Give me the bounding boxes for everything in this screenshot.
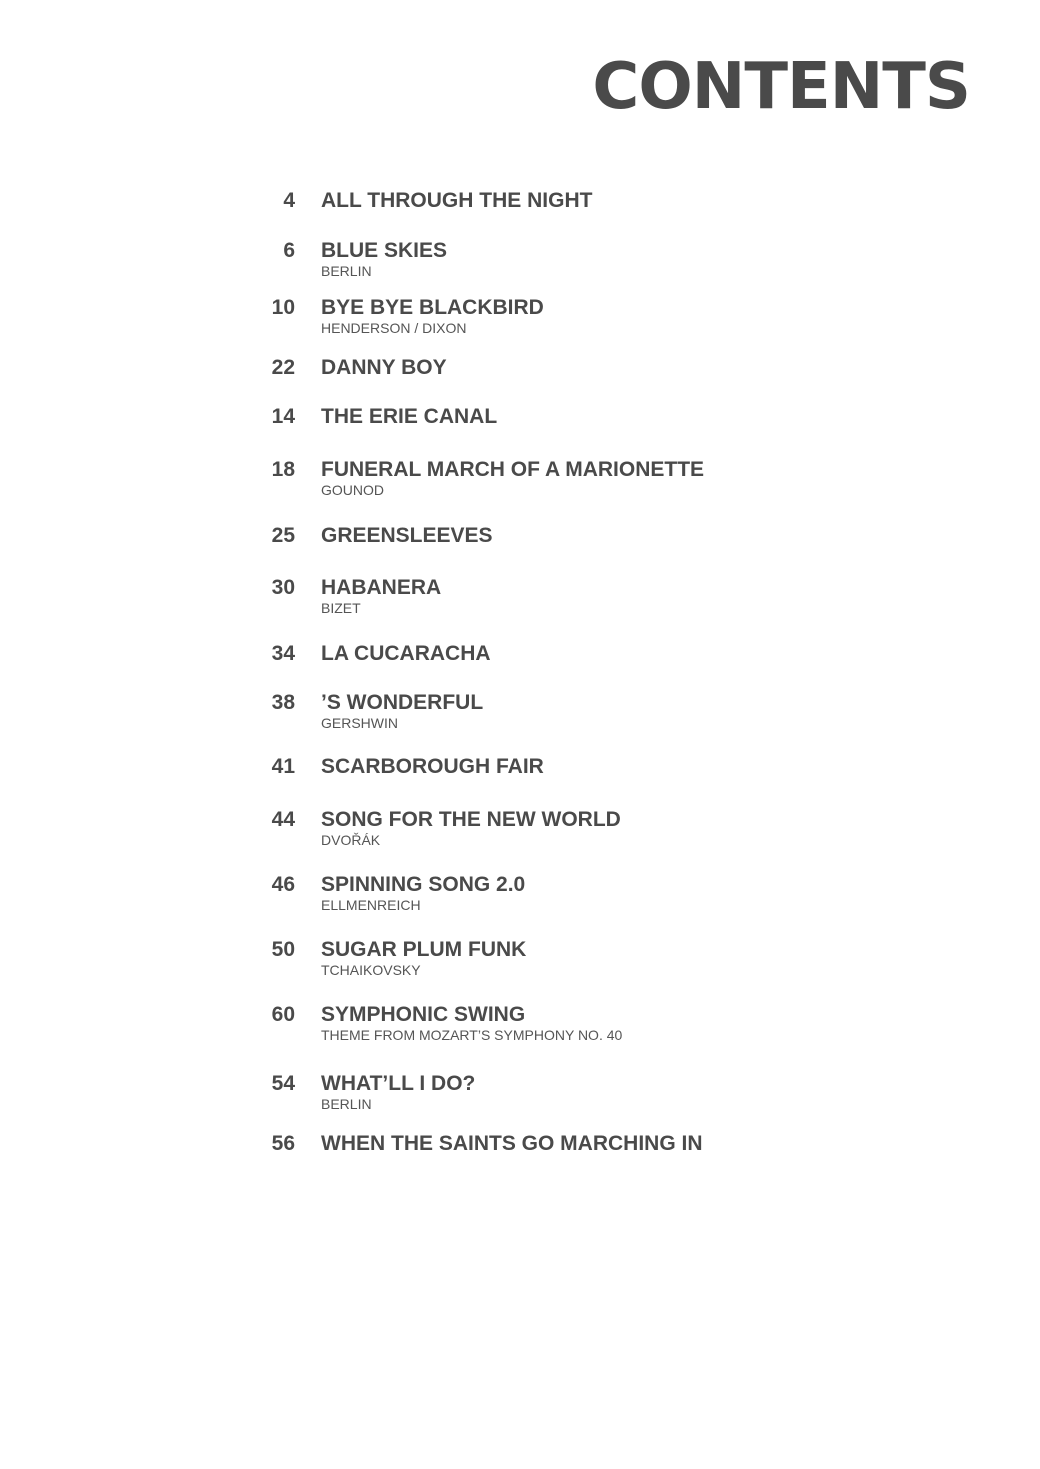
song-title: GREENSLEEVES [321, 524, 493, 547]
composer-name: GOUNOD [321, 482, 384, 498]
composer-name: TCHAIKOVSKY [321, 962, 421, 978]
toc-entry[interactable] [0, 873, 1040, 933]
page-number: 10 [271, 296, 295, 319]
toc-entry[interactable] [0, 755, 1040, 815]
page-number: 38 [271, 691, 295, 714]
toc-entry[interactable] [0, 691, 1040, 751]
composer-name: DVOŘÁK [321, 832, 381, 848]
page-number: 41 [271, 755, 295, 778]
page-number: 56 [271, 1132, 295, 1155]
song-title: SPINNING SONG 2.0 [321, 873, 526, 896]
page-number: 25 [271, 524, 295, 547]
song-title: WHEN THE SAINTS GO MARCHING IN [321, 1132, 703, 1155]
song-title: SCARBOROUGH FAIR [321, 755, 544, 778]
page-number: 60 [271, 1003, 295, 1026]
page-number: 46 [271, 873, 295, 896]
composer-name: BERLIN [321, 1096, 372, 1112]
song-title: HABANERA [321, 576, 442, 599]
page-number: 30 [271, 576, 295, 599]
page-number: 22 [271, 356, 295, 379]
song-title: SUGAR PLUM FUNK [321, 938, 527, 961]
toc-entry[interactable] [0, 524, 1040, 584]
song-title: THE ERIE CANAL [321, 405, 498, 428]
toc-entry[interactable] [0, 1003, 1040, 1063]
composer-name: HENDERSON / DIXON [321, 320, 467, 336]
composer-name: GERSHWIN [321, 715, 398, 731]
song-title: DANNY BOY [321, 356, 447, 379]
toc-entry[interactable] [0, 1132, 1040, 1192]
toc-entry[interactable] [0, 1072, 1040, 1132]
page-number: 50 [271, 938, 295, 961]
page-number: 54 [271, 1072, 295, 1095]
toc-entry[interactable] [0, 296, 1040, 356]
composer-name: THEME FROM MOZART’S SYMPHONY NO. 40 [321, 1027, 623, 1043]
composer-name: BIZET [321, 600, 361, 616]
page-number: 18 [271, 458, 295, 481]
page-title: CONTENTS [592, 50, 970, 124]
song-title: WHAT’LL I DO? [321, 1072, 476, 1095]
toc-entry[interactable] [0, 808, 1040, 868]
page-number: 14 [271, 405, 295, 428]
song-title: ’S WONDERFUL [321, 691, 484, 714]
composer-name: BERLIN [321, 263, 372, 279]
toc-entry[interactable] [0, 576, 1040, 636]
page-number: 6 [283, 239, 295, 262]
song-title: BLUE SKIES [321, 239, 448, 262]
page-number: 44 [271, 808, 295, 831]
toc-entry[interactable] [0, 938, 1040, 998]
page-number: 4 [283, 189, 295, 212]
song-title: SYMPHONIC SWING [321, 1003, 526, 1026]
song-title: LA CUCARACHA [321, 642, 491, 665]
song-title: FUNERAL MARCH OF A MARIONETTE [321, 458, 705, 481]
toc-entry[interactable] [0, 239, 1040, 299]
toc-entry[interactable] [0, 458, 1040, 518]
song-title: BYE BYE BLACKBIRD [321, 296, 544, 319]
song-title: SONG FOR THE NEW WORLD [321, 808, 621, 831]
toc-entry[interactable] [0, 405, 1040, 465]
page-number: 34 [271, 642, 295, 665]
song-title: ALL THROUGH THE NIGHT [321, 189, 593, 212]
composer-name: ELLMENREICH [321, 897, 421, 913]
